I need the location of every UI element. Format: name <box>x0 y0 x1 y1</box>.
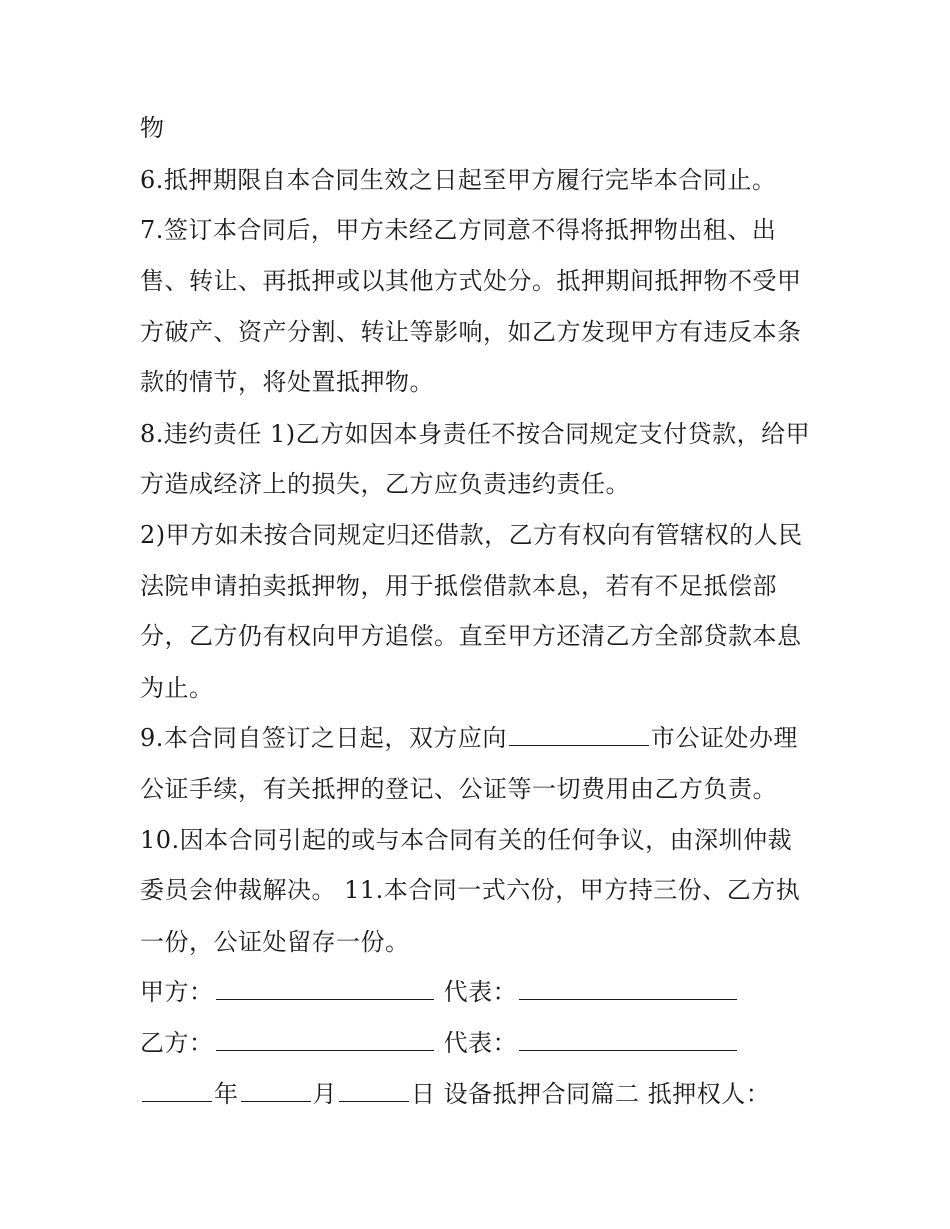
text-line-6: 款的情节，将处置抵押物。 <box>140 368 434 396</box>
day-blank <box>339 1079 409 1102</box>
clause-10-line-2: 委员会仲裁解决。 11.本合同一式六份，甲方持三份、乙方执 <box>140 876 801 904</box>
signature-line-party-b <box>140 1028 739 1058</box>
party-a-rep-blank <box>519 977 737 1000</box>
text-line-10: 法院申请拍卖抵押物，用于抵偿借款本息，若有不足抵偿部 <box>140 572 777 600</box>
day-label: 日 <box>411 1080 436 1108</box>
text-line-9: 2)甲方如未按合同规定归还借款，乙方有权向有管辖权的人民 <box>140 521 803 549</box>
text-line-5: 方破产、资产分割、转让等影响，如乙方发现甲方有违反本条 <box>140 318 802 346</box>
party-b-label: 乙方： <box>140 1029 214 1057</box>
year-label: 年 <box>214 1080 239 1108</box>
party-a-label: 甲方： <box>140 978 214 1006</box>
party-a-blank <box>216 977 434 1000</box>
month-label: 月 <box>312 1080 337 1108</box>
clause-10-line-1: 10.因本合同引起的或与本合同有关的任何争议，由深圳仲裁 <box>140 826 793 854</box>
clause-9-line-2: 公证手续，有关抵押的登记、公证等一切费用由乙方负责。 <box>140 775 777 803</box>
date-line-tail: 设备抵押合同篇二 抵押权人： <box>435 1080 771 1108</box>
month-blank <box>241 1079 311 1102</box>
text-line-2: 6.抵押期限自本合同生效之日起至甲方履行完毕本合同止。 <box>140 166 777 194</box>
party-b-blank <box>216 1028 434 1051</box>
text-line-3: 7.签订本合同后，甲方未经乙方同意不得将抵押物出租、出 <box>140 216 777 244</box>
clause-9-after: 市公证处办理 <box>650 724 798 752</box>
text-line-11: 分，乙方仍有权向甲方追偿。直至甲方还清乙方全部贷款本息 <box>140 622 802 650</box>
date-line <box>140 1079 770 1109</box>
clause-9-line-1 <box>140 723 798 753</box>
signature-line-party-a <box>140 977 739 1007</box>
party-a-rep-label: 代表： <box>443 978 518 1006</box>
text-line-4: 售、转让、再抵押或以其他方式处分。抵押期间抵押物不受甲 <box>140 267 802 295</box>
clause-10-line-3: 一份，公证处留存一份。 <box>140 928 410 956</box>
party-b-rep-label: 代表： <box>443 1029 518 1057</box>
party-b-rep-blank <box>519 1028 737 1051</box>
city-blank <box>509 723 649 746</box>
year-blank <box>142 1079 212 1102</box>
text-line-8: 方造成经济上的损失，乙方应负责违约责任。 <box>140 470 630 498</box>
text-line-1: 物 <box>140 114 165 142</box>
text-line-7: 8.违约责任 1)乙方如因本身责任不按合同规定支付贷款，给甲 <box>140 420 811 448</box>
text-line-12: 为止。 <box>140 674 214 702</box>
clause-9-before: 9.本合同自签订之日起，双方应向 <box>140 724 507 752</box>
